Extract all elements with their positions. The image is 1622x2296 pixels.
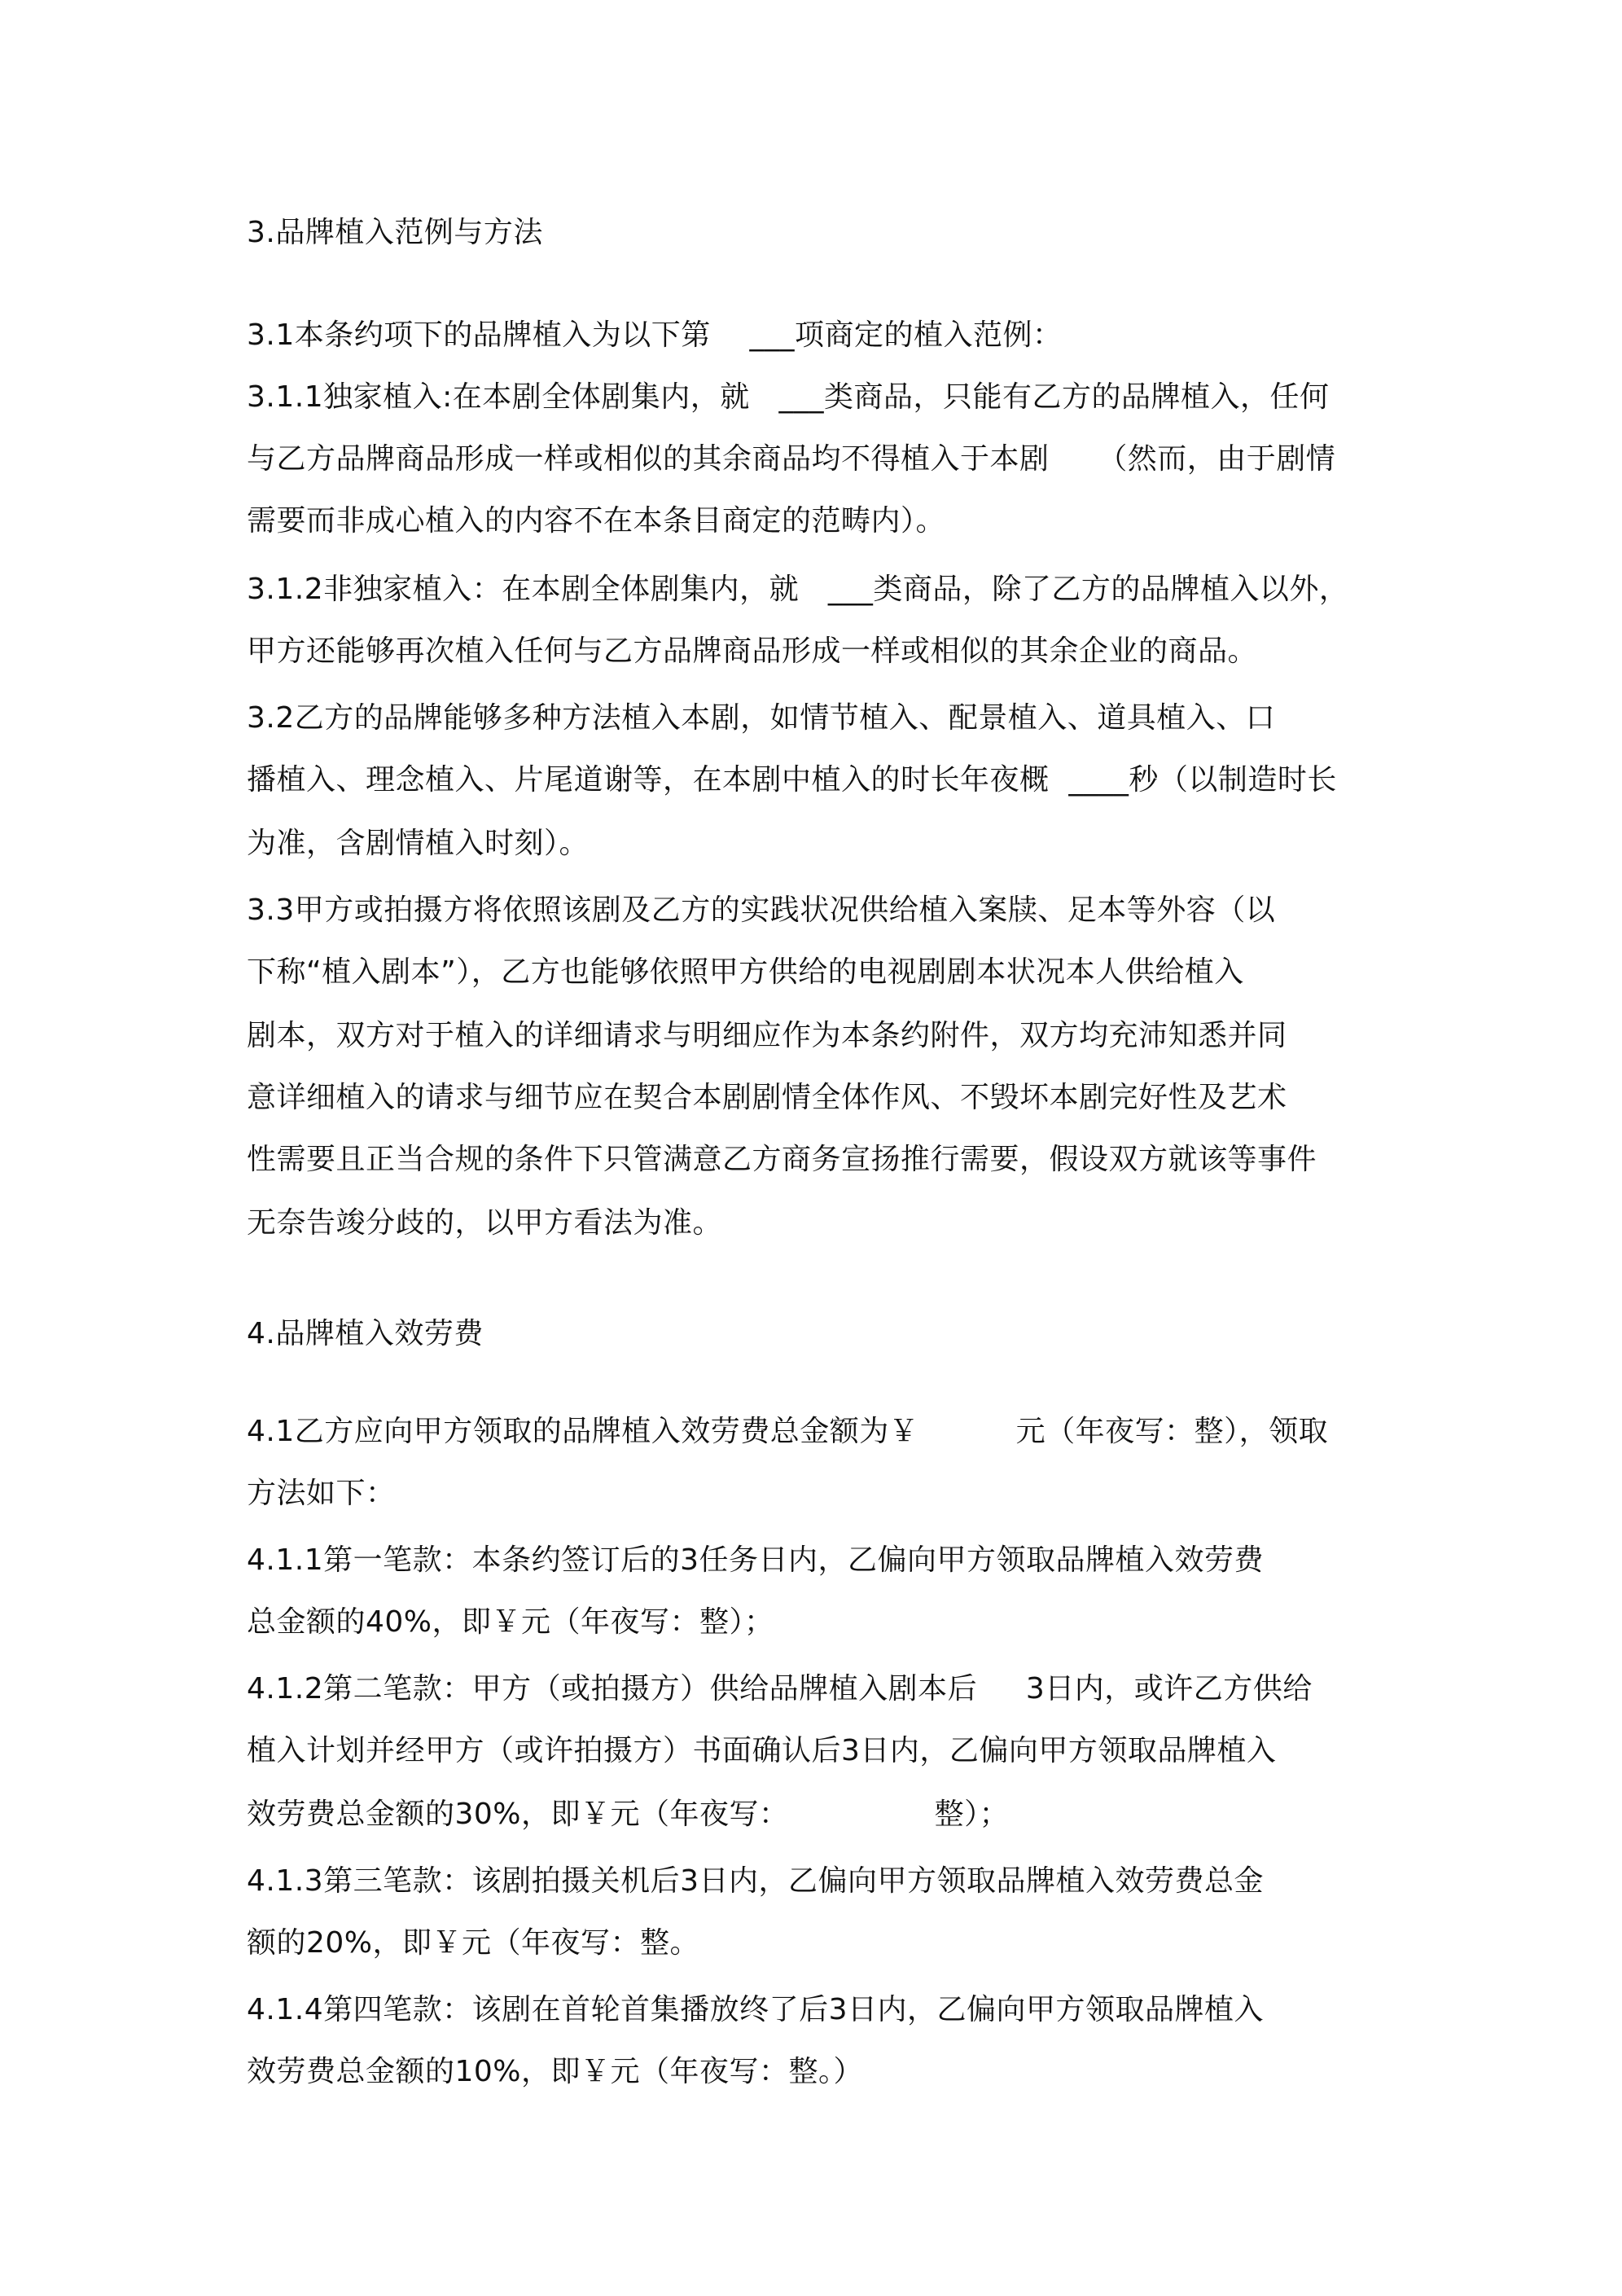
- paragraph-line: 4.1乙方应向甲方领取的品牌植入效劳费总金额为￥ 元（年夜写：整），领取: [247, 1415, 1329, 1448]
- paragraph-line: 3.1.1独家植入:在本剧全体剧集内，就 ___类商品，只能有乙方的品牌植入，任何: [247, 380, 1330, 414]
- paragraph-line: 需要而非成心植入的内容不在本条目商定的范畴内）。: [247, 504, 946, 538]
- paragraph-line: 性需要且正当合规的条件下只管满意乙方商务宣扬推行需要，假设双方就该等事件: [247, 1143, 1317, 1176]
- paragraph-line: 效劳费总金额的10%，即￥元（年夜写：整。）: [247, 2055, 864, 2088]
- paragraph-line: 方法如下：: [247, 1477, 396, 1510]
- section-heading: 4.品牌植入效劳费: [247, 1317, 484, 1350]
- paragraph-line: 无奈告竣分歧的，以甲方看法为准。: [247, 1206, 723, 1240]
- paragraph-line: 4.1.1第一笔款：本条约签订后的3任务日内，乙偏向甲方领取品牌植入效劳费: [247, 1543, 1265, 1577]
- paragraph-line: 意详细植入的请求与细节应在契合本剧剧情全体作风、不毁坏本剧完好性及艺术: [247, 1081, 1287, 1114]
- paragraph-line: 下称“植入剧本”），乙方也能够依照甲方供给的电视剧剧本状况本人供给植入: [247, 955, 1244, 989]
- section-heading: 3.品牌植入范例与方法: [247, 216, 543, 249]
- paragraph-line: 4.1.3第三笔款：该剧拍摄关机后3日内，乙偏向甲方领取品牌植入效劳费总金: [247, 1864, 1265, 1898]
- paragraph-line: 播植入、理念植入、片尾道谢等，在本剧中植入的时长年夜概 ____秒（以制造时长: [247, 763, 1337, 797]
- paragraph-line: 3.2乙方的品牌能够多种方法植入本剧，如情节植入、配景植入、道具植入、口: [247, 701, 1276, 735]
- paragraph-line: 3.1本条约项下的品牌植入为以下第 ___项商定的植入范例：: [247, 318, 1063, 352]
- paragraph-line: 植入计划并经甲方（或许拍摄方）书面确认后3日内，乙偏向甲方领取品牌植入: [247, 1734, 1277, 1767]
- paragraph-line: 3.3甲方或拍摄方将依照该剧及乙方的实践状况供给植入案牍、足本等外容（以: [247, 893, 1276, 927]
- paragraph-line: 总金额的40%，即￥元（年夜写：整）；: [247, 1605, 774, 1639]
- paragraph-line: 剧本，双方对于植入的详细请求与明细应作为本条约附件，双方均充沛知悉并同: [247, 1019, 1287, 1052]
- paragraph-line: 4.1.4第四笔款：该剧在首轮首集播放终了后3日内，乙偏向甲方领取品牌植入: [247, 1993, 1265, 2026]
- paragraph-line: 为准，含剧情植入时刻）。: [247, 827, 590, 860]
- paragraph-line: 4.1.2第二笔款：甲方（或拍摄方）供给品牌植入剧本后 3日内，或许乙方供给: [247, 1672, 1313, 1706]
- paragraph-line: 额的20%，即￥元（年夜写：整。: [247, 1926, 700, 1960]
- paragraph-line: 甲方还能够再次植入任何与乙方品牌商品形成一样或相似的其余企业的商品。: [247, 634, 1258, 668]
- paragraph-line: 3.1.2非独家植入：在本剧全体剧集内，就 ___类商品，除了乙方的品牌植入以外，: [247, 573, 1349, 606]
- paragraph-line: 与乙方品牌商品形成一样或相似的其余商品均不得植入于本剧 （然而，由于剧情: [247, 442, 1336, 476]
- paragraph-line: 效劳费总金额的30%，即￥元（年夜写： 整）；: [247, 1798, 1010, 1831]
